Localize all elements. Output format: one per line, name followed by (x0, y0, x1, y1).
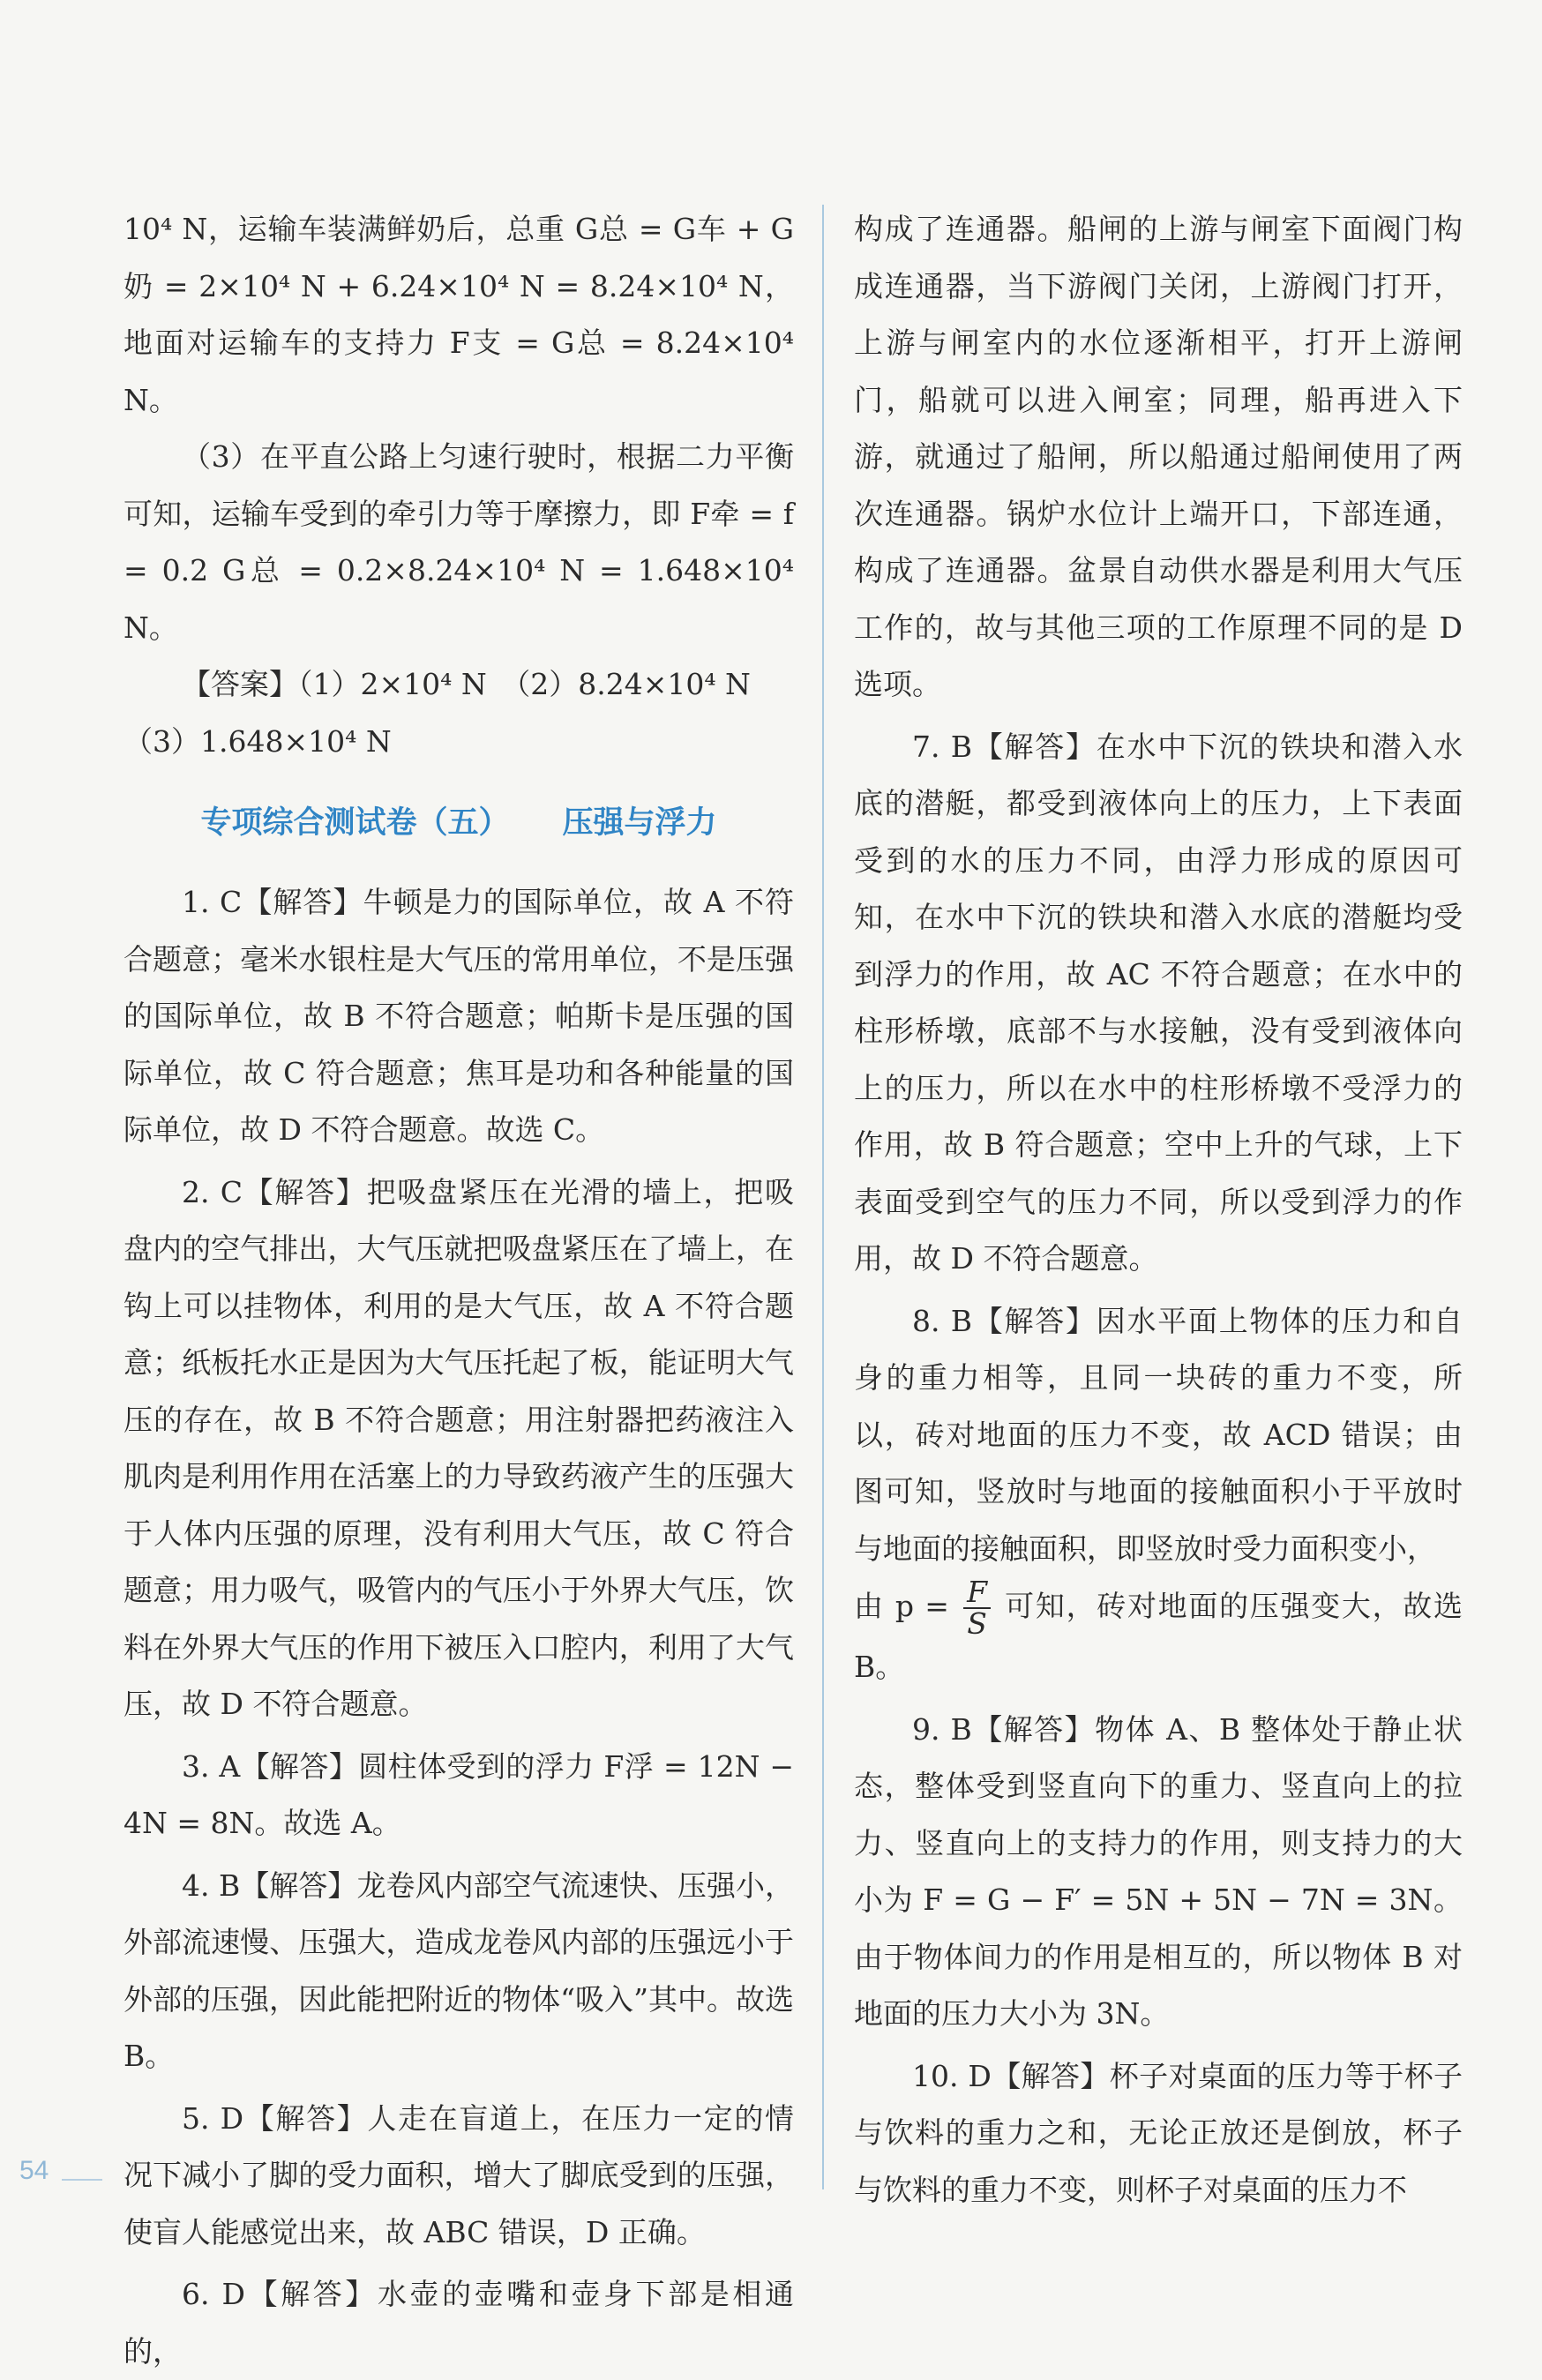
question-1: 1. C【解答】牛顿是力的国际单位，故 A 不符合题意；毫米水银柱是大气压的常用单位，不是压强的国际单位，故 B 不符合题意；帕斯卡是压强的国际单位，故 C 符合题意；焦耳是功和各种能量的国际单位，故 D 不符合题意。故选 C。 (124, 885, 794, 1147)
answer-line-2: （3）1.648×10⁴ N (124, 723, 392, 759)
formula-prefix: 由 p = (854, 1589, 949, 1623)
fraction-numerator: F (963, 1577, 991, 1609)
question-2: 2. C【解答】把吸盘紧压在光滑的墙上，把吸盘内的空气排出，大气压就把吸盘紧压在了墙上，在钩上可以挂物体，利用的是大气压，故 A 不符合题意；纸板托水正是因为大气压托起了板，能证明大气压的存在，故 B 不符合题意；用注射器把药液注入肌肉是利用作用在活塞上的力导致药液产生的压强大于人体内压强的原理，没有利用大气压，故 C 符合题意；用力吸气，吸管内的气压小于外界大气压，饮料在外界大气压的作用下被压入口腔内，利用了大气压，故 D 不符合题意。 (124, 1174, 794, 1721)
question-9: 9. B【解答】物体 A、B 整体处于静止状态，整体受到竖直向下的重力、竖直向上的拉力、竖直向上的支持力的作用，则支持力的大小为 F = G − F′ = 5N + 5N − 7N = 3N。由于物体间力的作用是相互的，所以物体 B 对地面的压力大小为 3N。 (854, 1711, 1463, 2031)
answer-line-1: 【答案】（1）2×10⁴ N （2）8.24×10⁴ N (182, 667, 751, 701)
right-column (854, 201, 1463, 2219)
page-number: 54 (19, 2156, 49, 2185)
column-divider (822, 205, 824, 2189)
question-6-continued: 构成了连通器。船闸的上游与闸室下面阀门构成连通器，当下游阀门关闭，上游阀门打开，上游与闸室内的水位逐渐相平，打开上游闸门，船就可以进入闸室；同理，船再进入下游，就通过了船闸，所以船通过船闸使用了两次连通器。锅炉水位计上端开口，下部连通，构成了连通器。盆景自动供水器是利用大气压工作的，故与其他三项的工作原理不同的是 D 选项。 (854, 212, 1463, 701)
question-7: 7. B【解答】在水中下沉的铁块和潜入水底的潜艇，都受到液体向上的压力，上下表面受到的水的压力不同，由浮力形成的原因可知，在水中下沉的铁块和潜入水底的潜艇均受到浮力的作用，故 AC 不符合题意；在水中的柱形桥墩，底部不与水接触，没有受到液体向上的压力，所以在水中的柱形桥墩不受浮力的作用，故 B 符合题意；空中上升的气球，上下表面受到空气的压力不同，所以受到浮力的作用，故 D 不符合题意。 (854, 729, 1463, 1276)
section-title-part1: 专项综合测试卷（五） (200, 805, 510, 841)
question-5: 5. D【解答】人走在盲道上，在压力一定的情况下减小了脚的受力面积，增大了脚底受到的压强，使盲人能感觉出来，故 ABC 错误，D 正确。 (124, 2100, 794, 2249)
part3-paragraph: （3）在平直公路上匀速行驶时，根据二力平衡可知，运输车受到的牵引力等于摩擦力，即 F牵 = f = 0.2 G总 = 0.2×8.24×10⁴ N = 1.648×10⁴ N。 (124, 439, 794, 645)
left-column (124, 201, 794, 2380)
question-8: 8. B【解答】因水平面上物体的压力和自身的重力相等，且同一块砖的重力不变，所以，砖对地面的压力不变，故 ACD 错误；由图可知，竖放时与地面的接触面积小于平放时与地面的接触面积，即竖放时受力面积变小， (854, 1303, 1463, 1566)
page-number-rule (62, 2179, 102, 2181)
question-3: 3. A【解答】圆柱体受到的浮力 F浮 = 12N − 4N = 8N。故选 A。 (124, 1748, 794, 1840)
pressure-fraction (963, 1577, 991, 1639)
fraction-denominator: S (967, 1606, 987, 1641)
question-4: 4. B【解答】龙卷风内部空气流速快、压强小，外部流速慢、压强大，造成龙卷风内部的压强远小于外部的压强，因此能把附近的物体“吸入”其中。故选 B。 (124, 1867, 794, 2073)
section-title-part2: 压强与浮力 (562, 805, 717, 841)
question-6-start: 6. D【解答】水壶的壶嘴和壶身下部是相通的， (124, 2277, 794, 2369)
question-8-formula-line (854, 1577, 1463, 1696)
section-title (124, 795, 794, 851)
intro-paragraph: 10⁴ N，运输车装满鲜奶后，总重 G总 = G车 + G奶 = 2×10⁴ N + 6.24×10⁴ N = 8.24×10⁴ N，地面对运输车的支持力 F支 = G总 = 8.24×10⁴ N。 (124, 212, 794, 417)
question-10: 10. D【解答】杯子对桌面的压力等于杯子与饮料的重力之和，无论正放还是倒放，杯子与饮料的重力不变，则杯子对桌面的压力不 (854, 2058, 1463, 2207)
formula-suffix: 可知，砖对地面的压强变大，故选 B。 (854, 1589, 1463, 1684)
